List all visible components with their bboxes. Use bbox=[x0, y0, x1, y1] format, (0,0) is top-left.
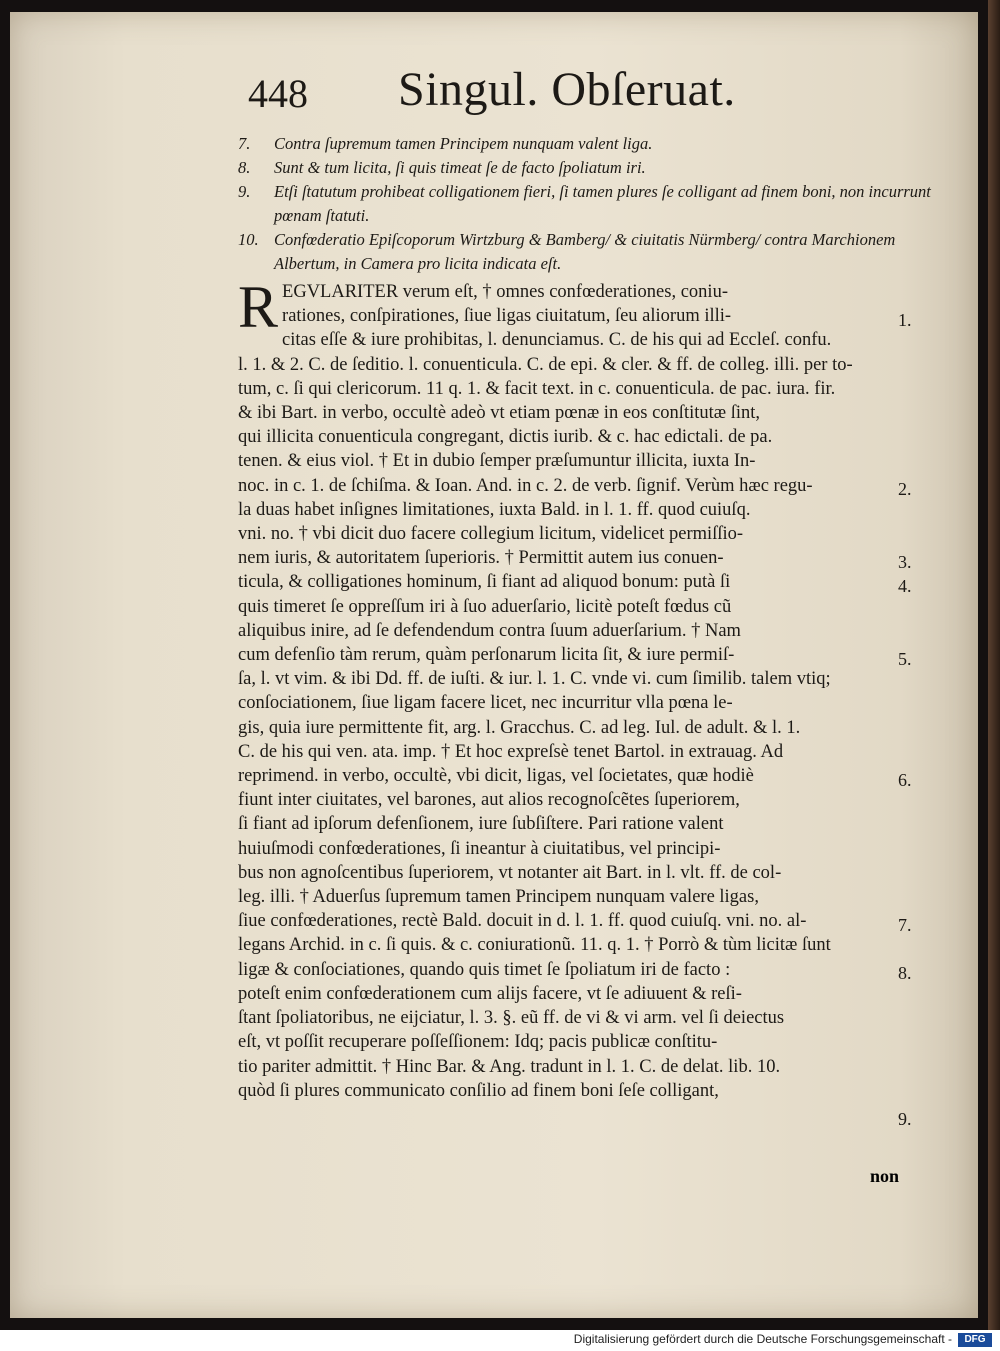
text-line: cum defenſio tàm rerum, quàm perſonarum licita ſit, & iure permiſ- bbox=[238, 645, 735, 666]
footer-bar bbox=[0, 1330, 1000, 1351]
text-line: legans Archid. in c. ſi quis. & c. coniurationũ. 11. q. 1. † Porrò & tùm licitæ ſunt bbox=[238, 935, 831, 956]
text-line: eſt, vt poſſit recuperare poſſeſſionem: Idq; pacis publicæ conſtitu- bbox=[238, 1032, 718, 1053]
text-line: quis timeret ſe oppreſſum iri à ſuo aduerſario, licitè poteſt fœdus cũ bbox=[238, 596, 732, 617]
text-line: EGVLARITER verum eſt, † omnes confœderationes, coniu- bbox=[282, 282, 728, 302]
text-line: quòd ſi plures communicato conſilio ad finem boni ſeſe colligant, bbox=[238, 1080, 719, 1101]
text-line: citas eſſe & iure prohibitas, l. denunciamus. C. de his qui ad Eccleſ. confu. bbox=[282, 330, 832, 351]
text-line: ſi fiant ad ipſorum defenſionem, iure ſubſiſtere. Pari ratione valent bbox=[238, 814, 724, 835]
catchword: non bbox=[870, 1166, 900, 1186]
summary-number: 9. bbox=[238, 182, 251, 201]
text-line: fiunt inter ciuitates, vel barones, aut alios recognoſcẽtes ſuperiorem, bbox=[238, 790, 740, 811]
text-line: gis, quia iure permittente fit, arg. l. Gracchus. C. ad leg. Iul. de adult. & l. 1. bbox=[238, 717, 801, 738]
summary-item bbox=[238, 156, 938, 180]
summary-text: Contra ſupremum tamen Principem nunquam valent liga. bbox=[274, 134, 653, 153]
summary-text: Confœderatio Epiſcoporum Wirtzburg & Bamberg/ & ciuitatis Nürmberg/ contra Marchionem Albertum, in Camera pro licita indicata eſt. bbox=[274, 230, 896, 273]
margin-number: 6. bbox=[898, 769, 912, 790]
summary-number: 10. bbox=[238, 230, 259, 249]
book-spine bbox=[988, 0, 1000, 1330]
body-text bbox=[238, 274, 906, 1103]
margin-number: 7. bbox=[898, 915, 912, 935]
text-line: & ibi Bart. in verbo, occultè adeò vt etiam pœnæ in eos conſtitutæ ſint, bbox=[238, 403, 761, 424]
margin-number: 5. bbox=[898, 648, 912, 669]
text-line: noc. in c. 1. de ſchiſma. & Ioan. And. in c. 2. de verb. ſignif. Verùm hæc regu- bbox=[238, 475, 813, 496]
text-line: huiuſmodi confœderationes, ſi ineantur à ciuitatibus, vel principi- bbox=[238, 838, 721, 859]
summary-number: 7. bbox=[238, 134, 251, 153]
page-text bbox=[238, 62, 938, 1103]
dfg-logo: DFG bbox=[958, 1333, 992, 1347]
text-line: ligæ & conſociationes, quando quis timet ſe ſpoliatum iri de facto : bbox=[238, 959, 731, 980]
text-line: ſiue confœderationes, rectè Bald. docuit in d. l. 1. ff. quod cuiuſq. vni. no. al- bbox=[238, 911, 807, 932]
page-header bbox=[238, 62, 938, 126]
summary-item bbox=[238, 228, 938, 276]
text-line: aliquibus inire, ad ſe defendendum contra ſuum aduerſarium. † Nam bbox=[238, 620, 741, 641]
summary-number: 8. bbox=[238, 158, 251, 177]
margin-number: 4. bbox=[898, 576, 912, 597]
text-line: nem iuris, & autoritatem ſuperioris. † Permittit autem ius conuen- bbox=[238, 548, 724, 569]
text-line: qui illicita conuenticula congregant, dictis iurib. & c. hac edictali. de pa. bbox=[238, 427, 773, 448]
initial-letter: R bbox=[238, 274, 279, 340]
summary-text: Etſi ſtatutum prohibeat colligationem fieri, ſi tamen plures ſe colligant ad finem boni, non incurrunt pœnam ſtatuti. bbox=[274, 182, 931, 225]
body-lines bbox=[238, 274, 906, 1103]
page-number: 448 bbox=[248, 71, 308, 116]
text-line: vni. no. † vbi dicit duo facere collegium licitum, videlicet permiſſio- bbox=[238, 524, 744, 545]
text-line: C. de his qui ven. ata. imp. † Et hoc expreſsè tenet Bartol. in extrauag. Ad bbox=[238, 741, 784, 762]
text-line: la duas habet inſignes limitationes, iuxta Bald. in l. 1. ff. quod cuiuſq. bbox=[238, 499, 751, 520]
margin-number: 8. bbox=[898, 963, 912, 984]
margin-number: 1. bbox=[898, 310, 912, 330]
text-line: tio pariter admittit. † Hinc Bar. & Ang. tradunt in l. 1. C. de delat. lib. 10. bbox=[238, 1056, 781, 1077]
text-line: rationes, conſpirationes, ſiue ligas ciuitatum, ſeu aliorum illi- bbox=[282, 306, 732, 327]
text-line: conſociationem, ſiue ligam facere licet, nec incurritur vlla pœna le- bbox=[238, 693, 733, 714]
margin-number: 9. bbox=[898, 1108, 912, 1129]
text-line: ſa, l. vt vim. & ibi Dd. ff. de iuſti. & iur. l. 1. C. vnde vi. cum ſimilib. talem vtiq; bbox=[238, 669, 831, 690]
text-line: poteſt enim confœderationem cum alijs facere, vt ſe adiuuent & reſi- bbox=[238, 983, 742, 1004]
text-line: l. 1. & 2. C. de ſeditio. l. conuenticula. C. de epi. & cler. & ff. de colleg. illi. per to- bbox=[238, 354, 853, 375]
running-title: Singul. Obſeruat. bbox=[398, 63, 736, 116]
text-line: leg. illi. † Aduerſus ſupremum tamen Principem nunquam valere ligas, bbox=[238, 887, 759, 908]
text-line: tum, c. ſi qui clericorum. 11 q. 1. & facit text. in c. conuenticula. de pac. iura. fir. bbox=[238, 378, 836, 399]
margin-number: 2. bbox=[898, 479, 912, 500]
summary-item bbox=[238, 132, 938, 156]
summary-text: Sunt & tum licita, ſi quis timeat ſe de facto ſpoliatum iri. bbox=[274, 158, 646, 177]
margin-number: 3. bbox=[898, 552, 912, 572]
text-line: bus non agnoſcentibus ſuperiorem, vt notanter ait Bart. in l. vlt. ff. de col- bbox=[238, 862, 782, 883]
text-line: reprimend. in verbo, occultè, vbi dicit, ligas, vel ſocietates, quæ hodiè bbox=[238, 766, 754, 787]
footer-credit: Digitalisierung gefördert durch die Deutsche Forschungsgemeinschaft - bbox=[573, 1332, 952, 1346]
summary-list bbox=[238, 132, 938, 276]
text-line: ſtant ſpoliatoribus, ne eijciatur, l. 3. §. eũ ff. de vi & vi arm. vel ſi deiectus bbox=[238, 1008, 785, 1029]
text-line: ticula, & colligationes hominum, ſi fiant ad aliquod bonum: putà ſi bbox=[238, 572, 731, 593]
text-line: tenen. & eius viol. † Et in dubio ſemper præſumuntur illicita, iuxta In- bbox=[238, 451, 756, 472]
summary-item bbox=[238, 180, 938, 228]
